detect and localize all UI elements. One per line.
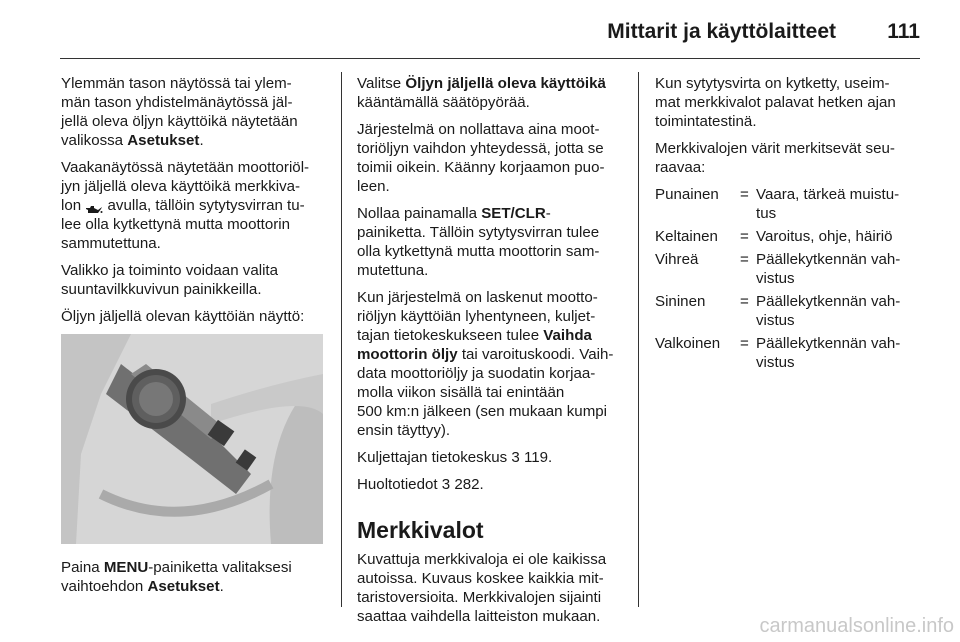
table-row (655, 227, 921, 246)
header-divider (60, 58, 920, 59)
watermark: carmanualsonline.info (759, 615, 954, 637)
equals-sign: = (740, 251, 749, 268)
paragraph: Öljyn jäljellä olevan käyttöiän näyttö: (61, 308, 305, 325)
turn-signal-lever-photo (61, 334, 323, 544)
color-meaning-table (655, 185, 921, 372)
color-name: Keltainen (655, 228, 718, 245)
column-2 (357, 74, 627, 634)
table-row (655, 250, 921, 288)
paragraph: Valitse Öljyn jäljellä oleva käyttöikä kääntämällä säätöpyörää. (357, 75, 606, 111)
table-row (655, 334, 921, 372)
menu-term: Öljyn jäljellä oleva käyttöikä (405, 75, 606, 92)
paragraph: Kun sytytysvirta on kytketty, useim- mat merkkivalot palavat hetken ajan toimintatestinä. (655, 75, 896, 130)
column-divider-1 (341, 72, 342, 607)
color-meaning: Päällekytkennän vah- vistus (756, 251, 901, 287)
button-term: SET/CLR (481, 205, 546, 222)
column-3 (655, 74, 921, 376)
paragraph: Kuvattuja merkkivaloja ei ole kaikissa autoissa. Kuvaus koskee kaikkia mit- taristoversioita. Merkkivalojen sijainti saattaa vaihdella laitteiston mukaan. (357, 551, 607, 625)
column-1 (61, 74, 329, 604)
color-name: Sininen (655, 293, 706, 310)
paragraph: Valikko ja toiminto voidaan valita suuntavilkkuvivun painikkeilla. (61, 262, 279, 298)
color-name: Valkoinen (655, 335, 721, 352)
cross-reference[interactable]: Huoltotiedot 3 282. (357, 476, 484, 493)
cross-reference[interactable]: Kuljettajan tietokeskus 3 119. (357, 449, 553, 466)
color-name: Punainen (655, 186, 719, 203)
equals-sign: = (740, 186, 749, 203)
paragraph: Merkkivalojen värit merkitsevät seu- raavaa: (655, 140, 895, 176)
message-term: Vaihda moottorin öljy (357, 327, 592, 363)
oil-can-icon (85, 201, 103, 212)
equals-sign: = (740, 335, 749, 352)
column-divider-2 (638, 72, 639, 607)
page-reference-arrow-icon: 3 (441, 476, 451, 493)
color-name: Vihreä (655, 251, 699, 268)
paragraph: Paina MENU-painiketta valitaksesi vaihtoehdon Asetukset. (61, 559, 292, 595)
menu-term: Asetukset (147, 578, 220, 595)
button-term: MENU (103, 559, 149, 576)
paragraph: Nollaa painamalla SET/CLR- painiketta. Tällöin sytytysvirran tulee olla kytkettynä mutta moottorin sam- mutettuna. (357, 205, 600, 279)
section-heading: Merkkivalot (357, 517, 484, 543)
color-meaning: Vaara, tärkeä muistu- tus (756, 186, 900, 222)
color-meaning: Päällekytkennän vah- vistus (756, 335, 901, 371)
table-row (655, 292, 921, 330)
paragraph: Ylemmän tason näytössä tai ylem- män tason yhdistelmänäytössä jäl- jellä oleva öljyn käyttöikä näytetään valikossa Asetukset. (61, 75, 298, 149)
table-row (655, 185, 921, 223)
page-reference-arrow-icon: 3 (511, 449, 520, 466)
menu-term: Asetukset (127, 132, 200, 149)
color-meaning: Varoitus, ohje, häiriö (756, 228, 893, 245)
page-header (60, 14, 920, 54)
color-meaning: Päällekytkennän vah- vistus (756, 293, 901, 329)
chapter-title: Mittarit ja käyttölaitteet (607, 20, 836, 43)
page-number: 111 (887, 20, 920, 43)
equals-sign: = (740, 293, 749, 310)
paragraph: Järjestelmä on nollattava aina moot- toriöljyn vaihdon yhteydessä, jotta se toimii oikein. Käänny korjaamon puo- leen. (357, 121, 605, 195)
paragraph: Vaakanäytössä näytetään moottoriöl- jyn jäljellä oleva käyttöikä merkkiva- lon avulla, tällöin sytytysvirran tu- lee olla kytkettynä mutta moottorin sammutettuna. (61, 159, 310, 252)
paragraph: Kun järjestelmä on laskenut mootto- riöljyn käyttöiän lyhentyneen, kuljet- tajan tietokeskukseen tulee Vaihda moottorin öljy tai varoituskoodi. Vaih- data moottoriöljy ja suodatin korjaa- molla viikon sisällä tai enintään 500 km:n jälkeen (sen mukaan kumpi ensin täyttyy). (357, 289, 614, 439)
equals-sign: = (740, 228, 749, 245)
